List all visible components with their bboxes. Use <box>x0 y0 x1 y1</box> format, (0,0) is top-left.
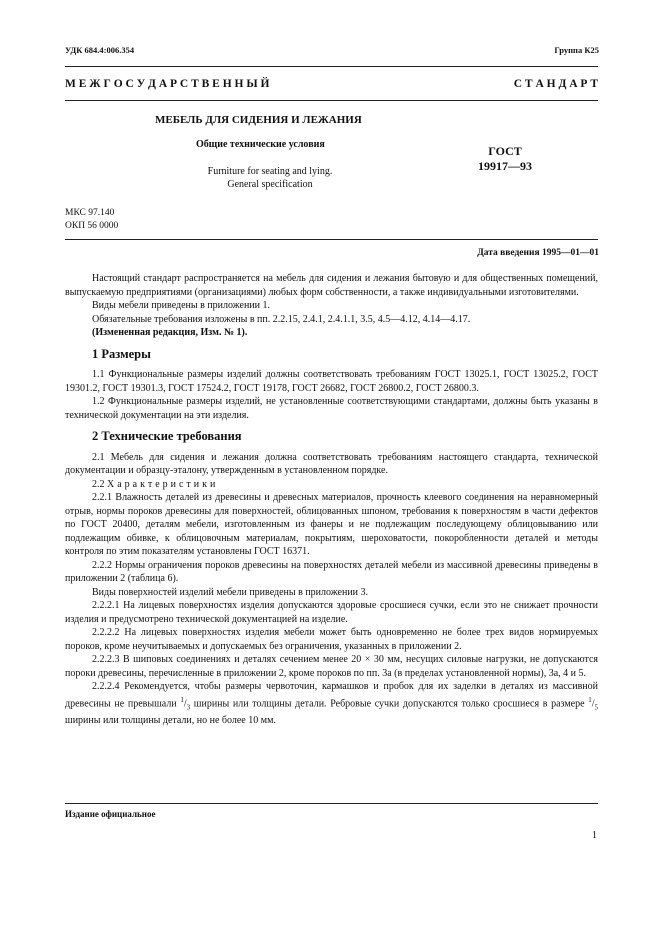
footer-rule <box>65 803 598 804</box>
document-subtitle: Общие технические условия <box>196 139 325 150</box>
fraction-2-numerator: 1 <box>588 695 592 704</box>
section-2-paragraph-9: 2.2.2.4 Рекомендуется, чтобы размеры червоточин, кармашков и пробок для их заделки в деталях из массивной древесины не превышали $^1/_3$ ширины или толщины детали. Ребровые сучки допускаются только сросшиеся в размере $^1/_5$ ширины или толщины детали, но не более 10 мм. <box>65 681 598 727</box>
banner-rule <box>65 100 598 101</box>
section-1-paragraph-2: 1.2 Функциональные размеры изделий, не установленные соответствующими стандартами, должны быть указаны в технической документации на эти изделия. <box>65 396 598 421</box>
amendment-note: (Измененная редакция, Изм. № 1). <box>92 327 248 338</box>
intro-paragraph-3: Обязательные требования изложены в пп. 2.2.15, 2.4.1, 2.4.1.1, 3.5, 4.5—4.12, 4.14—4.17. <box>92 313 471 325</box>
okp-code: ОКП 56 0000 <box>65 221 119 231</box>
section-1-paragraph-1: 1.1 Функциональные размеры изделий должны соответствовать требованиям ГОСТ 13025.1, ГОСТ 13025.2, ГОСТ 19301.2, ГОСТ 19301.3, ГОСТ 17524.2, ГОСТ 19178, ГОСТ 26682, ГОСТ 26800.2, ГОСТ 26800.3. <box>65 369 598 394</box>
gost-designation <box>470 144 540 174</box>
intro-paragraph-2: Виды мебели приведены в приложении 1. <box>92 300 271 311</box>
page-number: 1 <box>592 830 597 841</box>
mks-code: МКС 97.140 <box>65 208 115 218</box>
codes-rule <box>65 239 598 240</box>
document-body <box>65 272 598 728</box>
group-code: Группа К25 <box>554 45 599 55</box>
section-2-paragraph-4: 2.2.2 Нормы ограничения пороков древесины на поверхностях деталей мебели из массивной древесины приведены в приложении 2 (таблица 6). <box>65 559 598 584</box>
paragraph-9-part-a: 2.2.2.4 Рекомендуется, чтобы размеры червоточин, кармашков и пробок для их заделки в деталях из массивной древесины не превышали <box>65 681 598 709</box>
characteristics-word: Характеристики <box>107 478 219 490</box>
classification-codes <box>65 207 118 233</box>
section-2-paragraph-3: 2.2.1 Влажность деталей из древесины и древесных материалов, прочность клеевого соединения на неравномерный отрыв, нормы пороков древесины для поверхностей, облицованных шпоном, требования к поверхностям в части дефектов по ГОСТ 20400, деталям мебели, изготовленным из фанеры и не подлежащим последующему облицовыванию или подлежащим обивке, к облицовочным материалам, покрытиям, шероховатости, покоробленности деталей и методы контроля по этим показателям установлены ГОСТ 16371. <box>65 492 598 557</box>
banner-word-2: С Т А Н Д А Р Т <box>513 78 598 90</box>
official-edition-label: Издание официальное <box>65 809 156 819</box>
english-title <box>160 165 380 191</box>
characteristics-number: 2.2 <box>92 478 105 490</box>
section-1-heading: 1 Размеры <box>92 346 151 361</box>
document-title: МЕБЕЛЬ ДЛЯ СИДЕНИЯ И ЛЕЖАНИЯ <box>155 114 362 126</box>
intro-paragraph-1: Настоящий стандарт распространяется на мебель для сидения и лежания бытовую и для общественных помещений, выпускаемую предприятиями (организациями) любых форм собственности, а также индивидуальными изготовителями. <box>65 273 598 298</box>
fraction-2-denominator: 5 <box>594 702 598 711</box>
gost-number: 19917—93 <box>478 159 532 173</box>
standard-banner <box>65 78 598 90</box>
paragraph-9-part-b: ширины или толщины детали. Ребровые сучки допускаются только сросшиеся в размере <box>190 697 589 709</box>
paragraph-9-part-c: ширины или толщины детали, но не более 10 мм. <box>65 715 276 727</box>
section-2-paragraph-7: 2.2.2.2 На лицевых поверхностях изделия мебели может быть одновременно не более трех видов нормируемых пороков, кроме неучитываемых и допускаемых без ограничения, указанных в приложении 2. <box>65 627 598 652</box>
english-title-line-1: Furniture for seating and lying. <box>207 166 333 177</box>
section-2-paragraph-6: 2.2.2.1 На лицевых поверхностях изделия допускаются здоровые сросшиеся сучки, если это не снижает прочности изделия и предусмотрено технической документацией на изделие. <box>65 600 598 625</box>
fraction-1-denominator: 3 <box>186 702 191 711</box>
english-title-line-2: General specification <box>227 179 313 190</box>
gost-label: ГОСТ <box>488 144 522 158</box>
fraction-1-numerator: 1 <box>180 695 184 704</box>
characteristics-heading <box>65 478 598 492</box>
section-2-heading: 2 Технические требования <box>92 429 242 443</box>
section-2-paragraph-8: 2.2.2.3 В шиповых соединениях и деталях сечением менее 20 × 30 мм, несущих силовые нагрузки, не допускаются пороки древесины, перечисленные в приложении 2, кроме пороков по пп. 3а (в пределах установленной нормы), 3а, 4 и 5. <box>65 654 598 679</box>
banner-word-1: М Е Ж Г О С У Д А Р С Т В Е Н Н Ы Й <box>65 78 270 90</box>
introduction-date: Дата введения 1995—01—01 <box>477 248 599 258</box>
top-rule <box>65 66 598 67</box>
section-2-paragraph-1: 2.1 Мебель для сидения и лежания должна соответствовать требованиям настоящего стандарта, технической документации и образцу-эталону, утвержденным в установленном порядке. <box>65 451 598 476</box>
section-2-paragraph-5: Виды поверхностей изделий мебели приведены в приложении 3. <box>92 586 369 598</box>
udk-code: УДК 684.4:006.354 <box>65 45 135 55</box>
